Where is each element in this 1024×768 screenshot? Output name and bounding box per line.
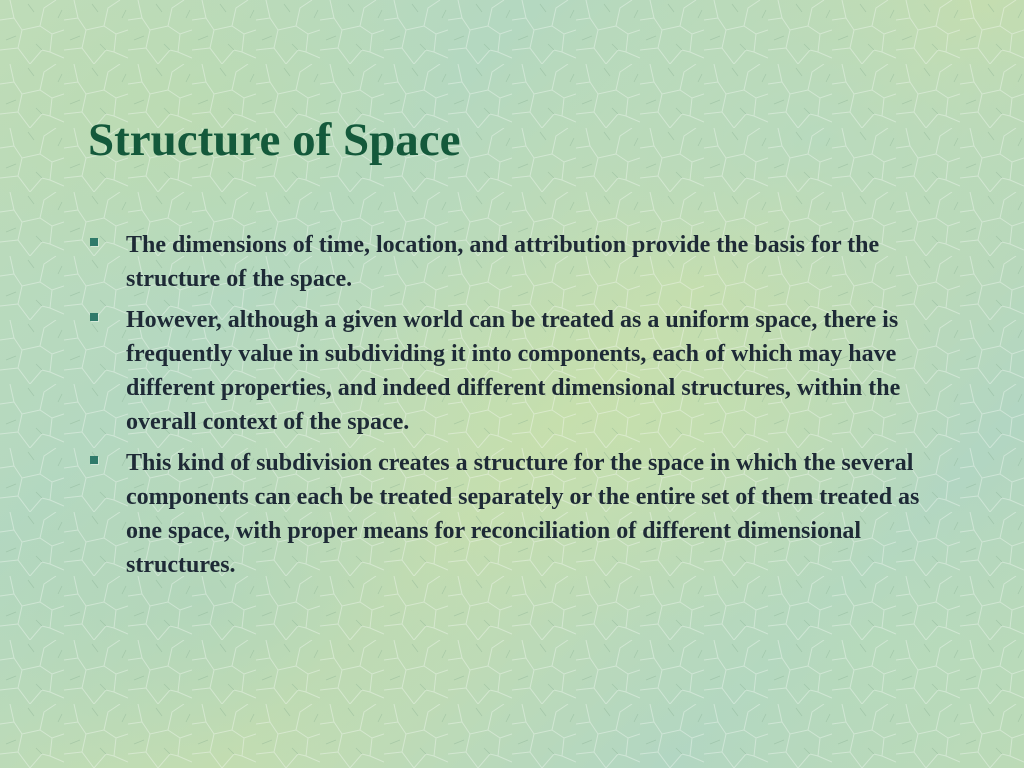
bullet-item (90, 228, 950, 296)
slide-title: Structure of Space (88, 114, 461, 166)
square-bullet-icon (90, 456, 98, 464)
square-bullet-icon (90, 313, 98, 321)
bullet-text: This kind of subdivision creates a structure for the space in which the several components can each be treated separately or the entire set of them treated as one space, with proper means for reconciliation of different dimensional structures. (126, 450, 920, 578)
bullet-item (90, 303, 950, 439)
bullet-text: However, although a given world can be treated as a uniform space, there is frequently value in subdividing it into components, each of which may have different properties, and indeed different dimensional structures, within the overall context of the space. (126, 307, 901, 435)
bullet-text: The dimensions of time, location, and attribution provide the basis for the structure of the space. (126, 232, 880, 292)
square-bullet-icon (90, 238, 98, 246)
bullet-list (90, 228, 950, 589)
bullet-item (90, 446, 950, 582)
